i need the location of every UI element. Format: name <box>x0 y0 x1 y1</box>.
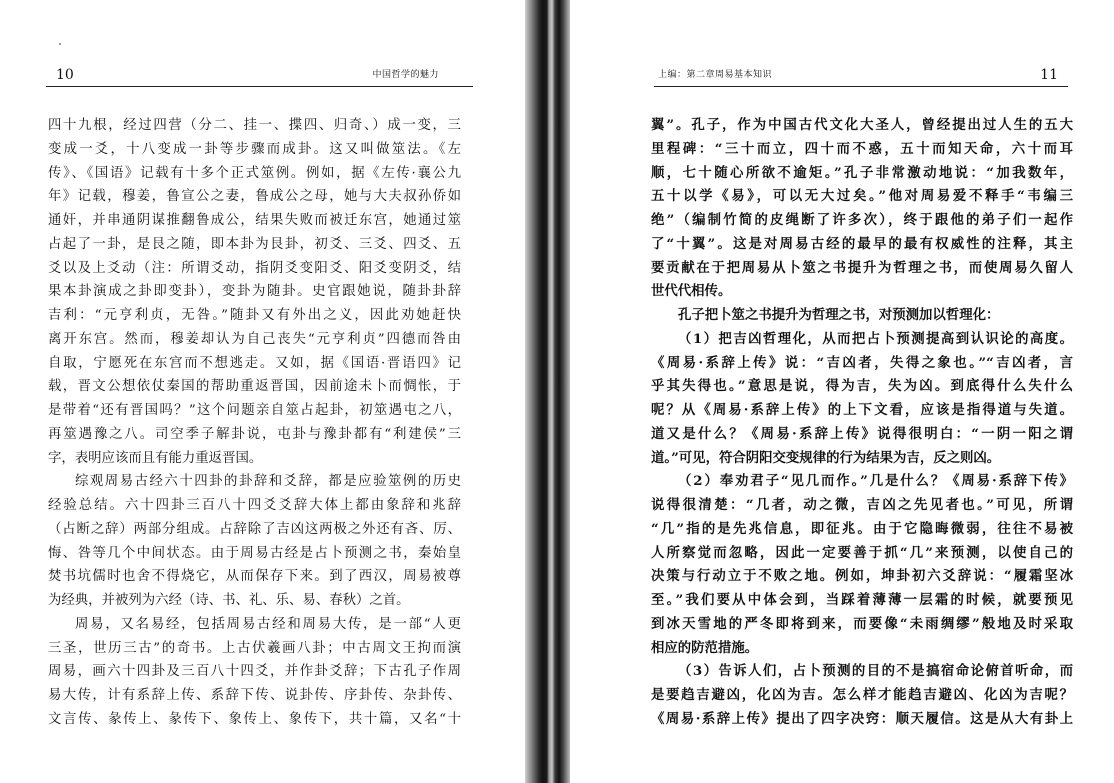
text-line: 通奸，并串通阴谋推翻鲁成公，结果失败而被迁东宫，她通过筮 <box>48 213 461 228</box>
running-head: 上编：第二章周易基本知识 <box>658 70 773 80</box>
text-line: 综观周易古经六十四卦的卦辞和爻辞，都是应验筮例的历史 <box>75 474 461 490</box>
left-page-header <box>46 66 473 87</box>
text-line: 孔子把卜筮之书提升为哲理之书，对预测加以哲理化： <box>678 307 1000 323</box>
text-line: 是带着“还有晋国吗？”这个问题亲自筮占起卦，初筮遇屯之八， <box>48 403 461 418</box>
text-line: 四十九根，经过四营（分二、挂一、揲四、归奇、）成一变，三 <box>48 118 461 133</box>
page-number: 11 <box>1040 67 1058 83</box>
text-line: 再筮遇豫之八。司空季子解卦说，屯卦与豫卦都有“利建侯”三 <box>48 426 461 442</box>
text-line: 呢？从《周易·系辞上传》的上下文看，应该是指得道与失道。 <box>651 402 1073 418</box>
left-page <box>0 0 525 783</box>
text-line: 自取，宁愿死在东宫而不想逃走。又如，据《国语·晋语四》记 <box>48 355 461 371</box>
text-line: 字，表明应该而且有能力重返晋国。 <box>48 450 263 466</box>
text-line: 决策与行动立于不败之地。例如，坤卦初六爻辞说：“履霜坚冰 <box>651 568 1073 585</box>
text-line: 人所察觉而忽略，因此一定要善于抓“几”来预测，以使自己的 <box>651 544 1073 561</box>
text-line: 绝”（编制竹简的皮绳断了许多次），终于跟他的弟子们一起作 <box>651 212 1073 228</box>
text-line: 悔、咎等几个中间状态。由于周易古经是占卜预测之书，秦始皇 <box>48 545 461 561</box>
text-line: 乎其失得也。”意思是说，得为吉，失为凶。到底得什么失什么 <box>651 378 1073 395</box>
text-line: 文言传、彖传上、彖传下、象传上、象传下，共十篇，又名“十 <box>48 711 461 727</box>
text-line: 顺，七十随心所欲不逾矩。”孔子非常激动地说：“加我数年， <box>651 164 1073 181</box>
text-line: 至。”我们要从中体会到，当踩着薄薄一层霜的时候，就要预见 <box>651 592 1073 608</box>
text-line: 五十以学《易》，可以无大过矣。”他对周易爱不释手“韦编三 <box>651 188 1073 205</box>
text-line: 年》记载，穆姜，鲁宣公之妻，鲁成公之母，她与大夫叔孙侨如 <box>48 189 461 205</box>
text-line: 周易，又名易经，包括周易古经和周易大传，是一部“人更 <box>75 616 461 632</box>
text-line: 三圣，世历三古”的奇书。上古伏羲画八卦；中古周文王拘而演 <box>48 640 461 656</box>
text-line: 易大传，计有系辞上传、系辞下传、说卦传、序卦传、杂卦传、 <box>48 688 461 703</box>
text-line: 《周易·系辞上传》提出了四字决窍：顺天履信。这是从大有卦上 <box>651 710 1073 727</box>
text-line: 里程碑：“三十而立，四十而不惑，五十而知天命，六十而耳 <box>651 140 1073 157</box>
text-line: 相应的防范措施。 <box>651 639 759 656</box>
text-line: 《周易·系辞上传》说：“吉凶者，失得之象也。”“吉凶者，言 <box>651 354 1073 371</box>
text-line: （占断之辞）两部分组成。占辞除了吉凶这两极之外还有吝、厉、 <box>48 521 461 537</box>
text-line: （1）把吉凶哲理化，从而把占卜预测提高到认识论的高度。 <box>678 330 1073 347</box>
text-line: 传》、《国语》记载有十多个正式筮例。例如，据《左传·襄公九 <box>48 165 461 181</box>
text-line: 经验总结。六十四卦三百八十四爻爻辞大体上都由象辞和兆辞 <box>48 498 461 513</box>
text-line: 吉利：“元亨利贞，无咎。”随卦又有外出之义，因此劝她赶快 <box>48 308 461 323</box>
text-line: 焚书坑儒时也舍不得烧它，从而保存下来。到了西汉，周易被尊 <box>48 569 461 585</box>
left-page-body <box>48 114 461 732</box>
text-line: “几”指的是先兆信息，即征兆。由于它隐晦微弱，往往不易被 <box>651 520 1073 537</box>
running-head: 中国哲学的魅力 <box>372 70 439 80</box>
text-line: 了“十翼”。这是对周易古经的最早的最有权威性的注释，其主 <box>651 235 1073 252</box>
text-line: 爻以及上爻动（注：所谓爻动，指阴爻变阳爻、阳爻变阴爻，结 <box>48 260 461 276</box>
text-line: 载，晋文公想依仗秦国的帮助重返晋国，因前途未卜而惆怅，于 <box>48 379 461 395</box>
text-line: 要贡献在于把周易从卜筮之书提升为哲理之书，而使周易久留人 <box>651 259 1073 276</box>
text-line: （2）奉劝君子“见几而作。”几是什么？《周易·系辞下传》 <box>678 473 1073 490</box>
text-line: 离开东宫。然而，穆姜却认为自己丧失“元亨利贞”四德而咎由 <box>48 331 461 347</box>
text-line: 道又是什么？《周易·系辞上传》说得很明白：“一阴一阳之谓 <box>651 425 1073 442</box>
right-page-body <box>651 114 1073 732</box>
text-line: 是要趋吉避凶，化凶为吉。怎么样才能趋吉避凶、化凶为吉呢？ <box>651 687 1073 703</box>
book-spine-gutter <box>525 0 570 783</box>
scan-speck <box>59 43 61 45</box>
text-line: 占起了一卦，是艮之随，即本卦为艮卦，初爻、三爻、四爻、五 <box>48 236 461 252</box>
text-line: 果本卦演成之卦即变卦），变卦为随卦。史官跟她说，随卦卦辞 <box>48 284 461 300</box>
text-line: 说得很清楚：“几者，动之微，吉凶之先见者也。”可见，所谓 <box>651 497 1073 513</box>
text-line: 翼”。孔子，作为中国古代文化大圣人，曾经提出过人生的五大 <box>651 117 1073 133</box>
text-line: 周易，画六十四卦及三百八十四爻，并作卦爻辞；下古孔子作周 <box>48 664 461 680</box>
text-line: （3）告诉人们，占卜预测的目的不是搞宿命论俯首听命，而 <box>678 663 1073 680</box>
right-page-header <box>654 66 1068 87</box>
right-page <box>570 0 1114 783</box>
page-number: 10 <box>56 67 74 83</box>
text-line: 到冰天雪地的严冬即将到来，而要像“未雨绸缪”般地及时采取 <box>651 615 1073 632</box>
text-line: 为经典，并被列为六经（诗、书、礼、乐、易、春秋）之首。 <box>48 593 410 608</box>
text-line: 世代代相传。 <box>651 283 732 300</box>
text-line: 道。”可见，符合阴阳交变规律的行为结果为吉，反之则凶。 <box>651 449 1001 466</box>
text-line: 变成一爻，十八变成一卦等步骤而成卦。这又叫做筮法。《左 <box>48 141 461 157</box>
